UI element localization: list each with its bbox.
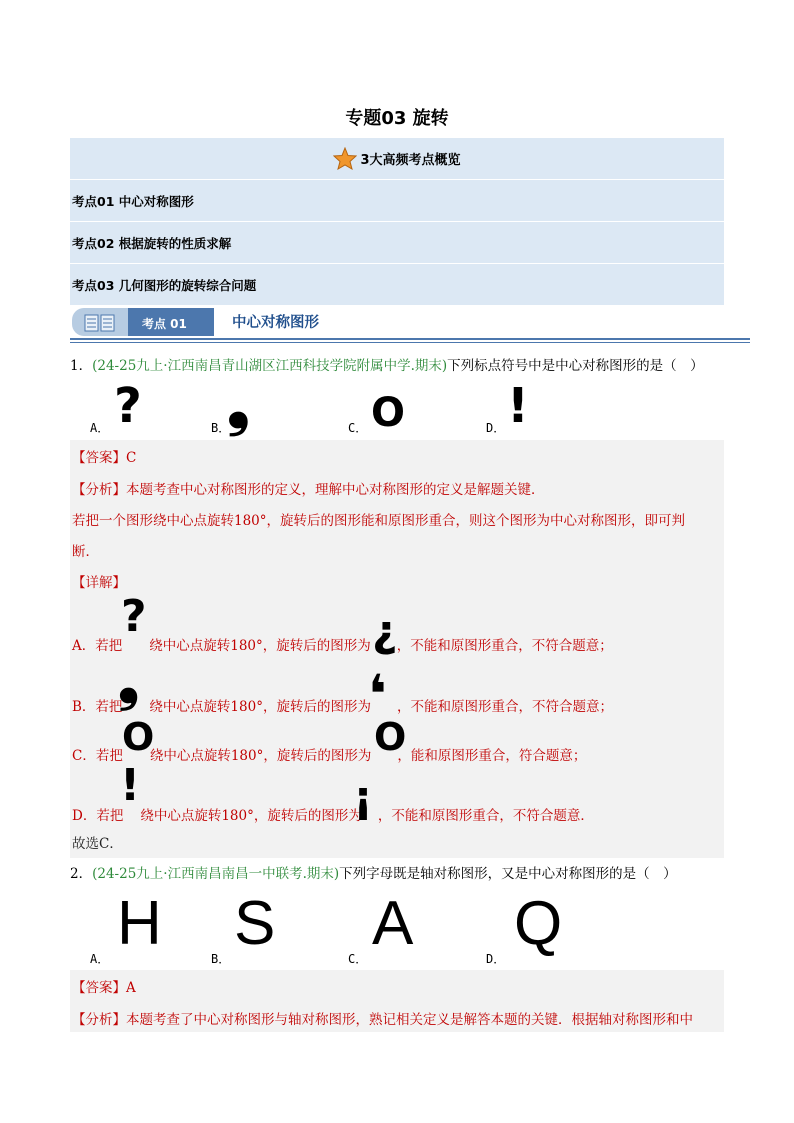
page-title: 专题03 旋转 — [345, 108, 449, 129]
question-1: 1．(24-25九上·江西南昌青山湖区江西科技学院附属中学.期末)下列标点符号中是中心对称图形的是（ ） — [70, 358, 704, 374]
inverted-question-mark-glyph: ¿ — [372, 606, 398, 657]
option-label-a: A． — [90, 421, 110, 435]
option-label-a: A． — [90, 952, 110, 966]
overview-item: 考点01 中心对称图形 — [70, 180, 724, 222]
section-header — [70, 306, 750, 346]
inverted-exclamation-glyph: ¡ — [353, 772, 374, 823]
question-mark-glyph: ? — [114, 378, 142, 434]
analysis-line: 断． — [72, 544, 99, 560]
circle-glyph: O — [374, 715, 407, 759]
question-source: (24-25九上·江西南昌南昌一中联考.期末) — [92, 866, 340, 882]
overview-header-label: 3大高频考点概览 — [360, 153, 461, 168]
overview-header — [70, 138, 724, 180]
conclusion: 故选C． — [72, 836, 123, 852]
answer-block — [70, 440, 724, 858]
detail-line-d: D．若把 绕中心点旋转180°，旋转后的图形为 ，不能和原图形重合，不符合题意． — [72, 808, 594, 824]
detail-line-b: B．若把 绕中心点旋转180°，旋转后的图形为 ，不能和原图形重合，不符合题意； — [72, 699, 613, 715]
answer-line: 【答案】A — [72, 980, 136, 996]
question-text: 下列标点符号中是中心对称图形的是（ ） — [447, 358, 704, 374]
option-label-b: B． — [211, 952, 231, 966]
divider — [70, 342, 750, 343]
letter-a: A — [372, 889, 414, 958]
question-text: 下列字母既是轴对称图形，又是中心对称图形的是（ ） — [339, 866, 677, 882]
detail-line-c: C．若把 绕中心点旋转180°，旋转后的图形为 ，能和原图形重合，符合题意； — [72, 748, 587, 764]
star-icon — [333, 147, 357, 170]
answer-line: 【答案】C — [72, 450, 137, 466]
answer-block — [70, 970, 724, 1032]
analysis-line: 【分析】本题考查了中心对称图形与轴对称图形，熟记相关定义是解答本题的关键．根据轴对称图形和中 — [72, 1012, 693, 1028]
exclamation-glyph: ! — [507, 378, 529, 434]
option-label-d: D． — [486, 421, 506, 435]
option-label-b: B． — [211, 421, 231, 435]
comma-glyph: ❟ — [227, 370, 250, 438]
question-2: 2．(24-25九上·江西南昌南昌一中联考.期末)下列字母既是轴对称图形，又是中心对称图形的是（ ） — [70, 866, 677, 882]
circle-glyph: O — [122, 715, 155, 759]
option-label-d: D． — [486, 952, 506, 966]
detail-tag: 【详解】 — [72, 575, 126, 591]
overview-table — [70, 138, 724, 305]
section-title: 中心对称图形 — [232, 315, 319, 331]
comma-glyph: ❟ — [118, 649, 140, 712]
overview-item: 考点03 几何图形的旋转综合问题 — [72, 277, 257, 293]
section-tab-label: 考点 01 — [142, 317, 187, 331]
letter-q: Q — [514, 889, 563, 958]
divider — [70, 338, 750, 340]
detail-line-a: A．若把 绕中心点旋转180°，旋转后的图形为 ，不能和原图形重合，不符合题意； — [72, 638, 613, 654]
option-label-c: C． — [348, 421, 368, 435]
letter-h: H — [117, 889, 162, 958]
overview-item: 考点02 根据旋转的性质求解 — [70, 222, 724, 264]
circle-glyph: O — [371, 390, 406, 436]
rotated-comma-glyph: ❛ — [368, 663, 387, 726]
question-mark-glyph: ? — [121, 591, 147, 642]
option-label-c: C． — [348, 952, 368, 966]
analysis-line: 若把一个图形绕中心点旋转180°，旋转后的图形能和原图形重合，则这个图形为中心对称图形，即可判 — [72, 513, 686, 529]
letter-s: S — [234, 889, 276, 958]
exclamation-glyph: ! — [120, 760, 141, 811]
question-source: (24-25九上·江西南昌青山湖区江西科技学院附属中学.期末) — [92, 358, 448, 374]
analysis-line: 【分析】本题考查中心对称图形的定义，理解中心对称图形的定义是解题关键． — [72, 482, 545, 498]
book-icon — [84, 314, 116, 332]
